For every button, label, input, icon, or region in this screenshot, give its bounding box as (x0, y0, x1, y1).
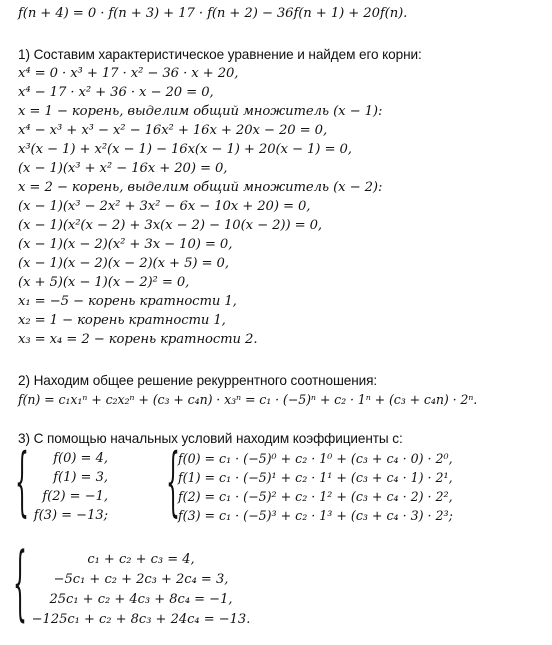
step-line: x³(x − 1) + x²(x − 1) − 16x(x − 1) + 20(x − 1) = 0, (18, 142, 352, 157)
left-brace: { (166, 442, 180, 528)
step-line: (x − 1)(x³ + x² − 16x + 20) = 0, (18, 161, 228, 176)
section-1-heading: 1) Составим характеристическое уравнение и найдем его корни: (18, 47, 422, 62)
root-line: x₂ = 1 − корень кратности 1, (18, 313, 226, 328)
step-line: (x − 1)(x − 2)(x − 2)(x + 5) = 0, (18, 256, 229, 271)
expanded-condition-line: f(3) = c₁ · (−5)³ + c₂ · 1³ + (c₃ + c₄ · 3) · 2³; (178, 508, 453, 523)
step-line: (x − 1)(x − 2)(x² + 3x − 10) = 0, (18, 237, 233, 252)
condition-line: f(2) = −1, (42, 489, 108, 504)
step-line: x = 2 − корень, выделим общий множитель (x − 2): (18, 180, 383, 195)
expanded-condition-line: f(0) = c₁ · (−5)⁰ + c₂ · 1⁰ + (c₃ + c₄ · 0) · 2⁰, (178, 451, 453, 466)
step-line: x⁴ − 17 · x² + 36 · x − 20 = 0, (18, 85, 214, 100)
condition-line: f(0) = 4, (53, 451, 108, 466)
general-solution-formula: f(n) = c₁x₁ⁿ + c₂x₂ⁿ + (c₃ + c₄n) · x₃ⁿ = c₁ · (−5)ⁿ + c₂ · 1ⁿ + (c₃ + c₄n) · 2ⁿ. (18, 392, 478, 407)
root-line: x₃ = x₄ = 2 − корень кратности 2. (18, 332, 258, 347)
condition-line: f(3) = −13; (33, 508, 108, 523)
expanded-condition-line: f(2) = c₁ · (−5)² + c₂ · 1² + (c₃ + c₄ · 2) · 2², (178, 489, 453, 504)
system-equation: 25c₁ + c₂ + 4c₃ + 8c₄ = −1, (49, 592, 233, 607)
system-equation: c₁ + c₂ + c₃ = 4, (87, 552, 195, 567)
condition-line: f(1) = 3, (53, 470, 108, 485)
expanded-condition-line: f(1) = c₁ · (−5)¹ + c₂ · 1¹ + (c₃ + c₄ · 1) · 2¹, (178, 470, 453, 485)
step-line: x⁴ = 0 · x³ + 17 · x² − 36 · x + 20, (18, 66, 239, 81)
step-line: x⁴ − x³ + x³ − x² − 16x² + 16x + 20x − 20 = 0, (18, 123, 328, 138)
section-3-heading: 3) С помощью начальных условий находим коэффициенты c: (18, 431, 403, 446)
left-brace: { (13, 539, 27, 633)
step-line: (x − 1)(x³ − 2x² + 3x² − 6x − 10x + 20) = 0, (18, 199, 311, 214)
section-2-heading: 2) Находим общее решение рекуррентного соотношения: (18, 373, 378, 388)
step-line: (x + 5)(x − 1)(x − 2)² = 0, (18, 275, 190, 290)
step-line: x = 1 − корень, выделим общий множитель (x − 1): (18, 104, 383, 119)
system-equation: −125c₁ + c₂ + 8c₃ + 24c₄ = −13. (31, 612, 251, 627)
root-line: x₁ = −5 − корень кратности 1, (18, 294, 237, 309)
system-equation: −5c₁ + c₂ + 2c₃ + 2c₄ = 3, (53, 572, 229, 587)
left-brace: { (15, 442, 29, 528)
recurrence-equation: f(n + 4) = 0 · f(n + 3) + 17 · f(n + 2) − 36f(n + 1) + 20f(n). (18, 6, 408, 21)
step-line: (x − 1)(x²(x − 2) + 3x(x − 2) − 10(x − 2)) = 0, (18, 218, 323, 233)
